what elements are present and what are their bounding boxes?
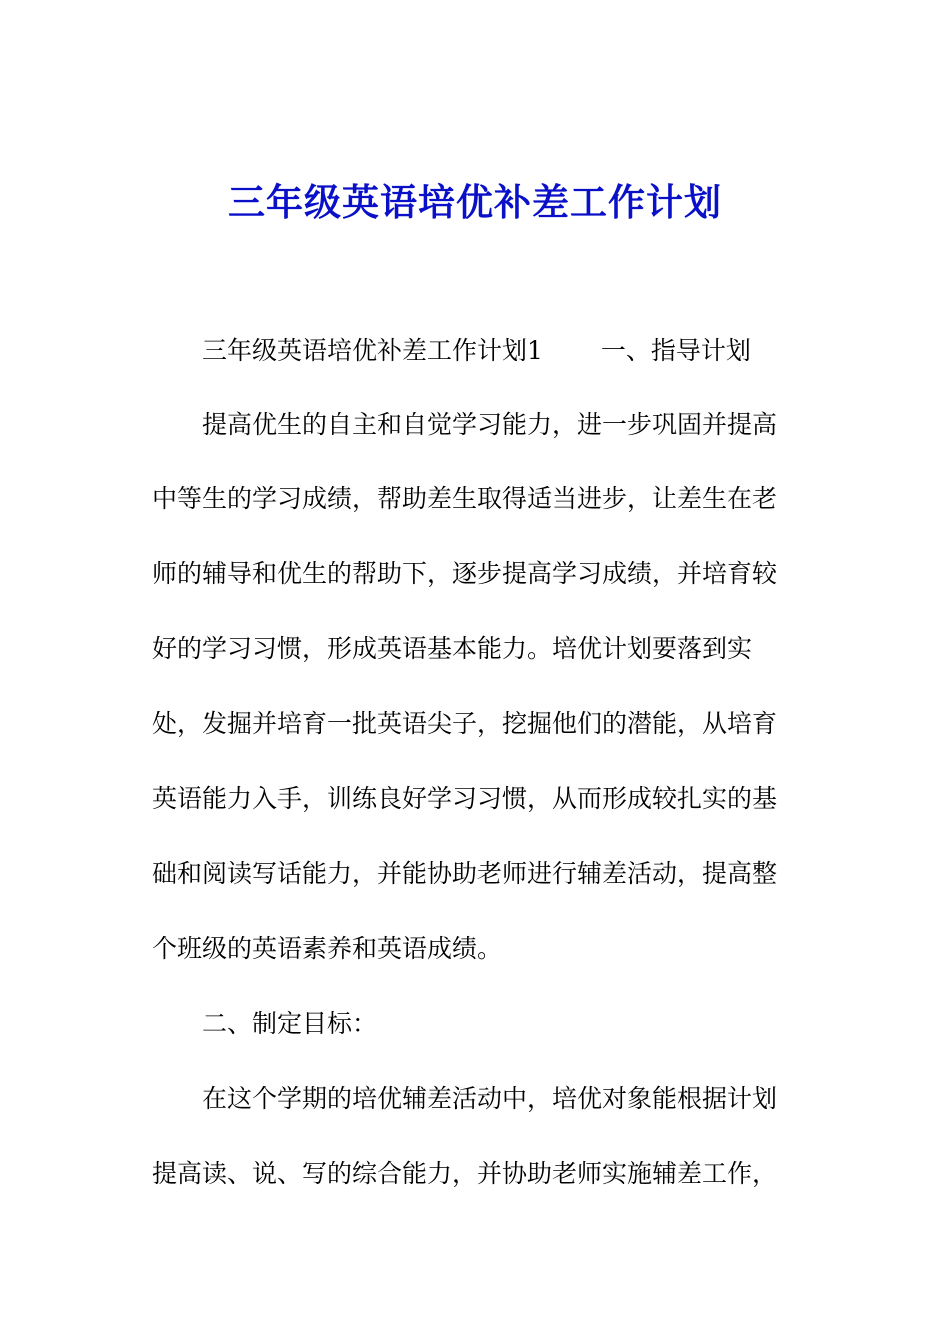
paragraph-line: 提高读、说、写的综合能力，并协助老师实施辅差工作， (152, 1159, 778, 1188)
section-heading: 一、指导计划 (600, 336, 751, 365)
section-heading: 二、制定目标： (202, 1009, 378, 1038)
paragraph-line: 师的辅导和优生的帮助下，逐步提高学习成绩，并培育较 (152, 559, 778, 588)
paragraph-line: 好的学习习惯，形成英语基本能力。培优计划要落到实 (152, 634, 753, 663)
paragraph-line: 础和阅读写话能力，并能协助老师进行辅差活动，提高整 (152, 859, 778, 888)
paragraph-line: 个班级的英语素养和英语成绩。 (152, 934, 503, 963)
paragraph-line: 在这个学期的培优辅差活动中，培优对象能根据计划 (202, 1084, 778, 1113)
section-heading-line (202, 333, 792, 369)
document-title: 三年级英语培优补差工作计划 (228, 180, 722, 224)
paragraph-line: 处，发掘并培育一批英语尖子，挖掘他们的潜能，从培育 (152, 709, 778, 738)
paragraph-line: 英语能力入手，训练良好学习习惯，从而形成较扎实的基 (152, 784, 778, 813)
paragraph-line: 中等生的学习成绩，帮助差生取得适当进步，让差生在老 (152, 484, 778, 513)
paragraph-line: 提高优生的自主和自觉学习能力，进一步巩固并提高 (202, 410, 778, 439)
plan-subtitle: 三年级英语培优补差工作计划1 (202, 336, 543, 365)
